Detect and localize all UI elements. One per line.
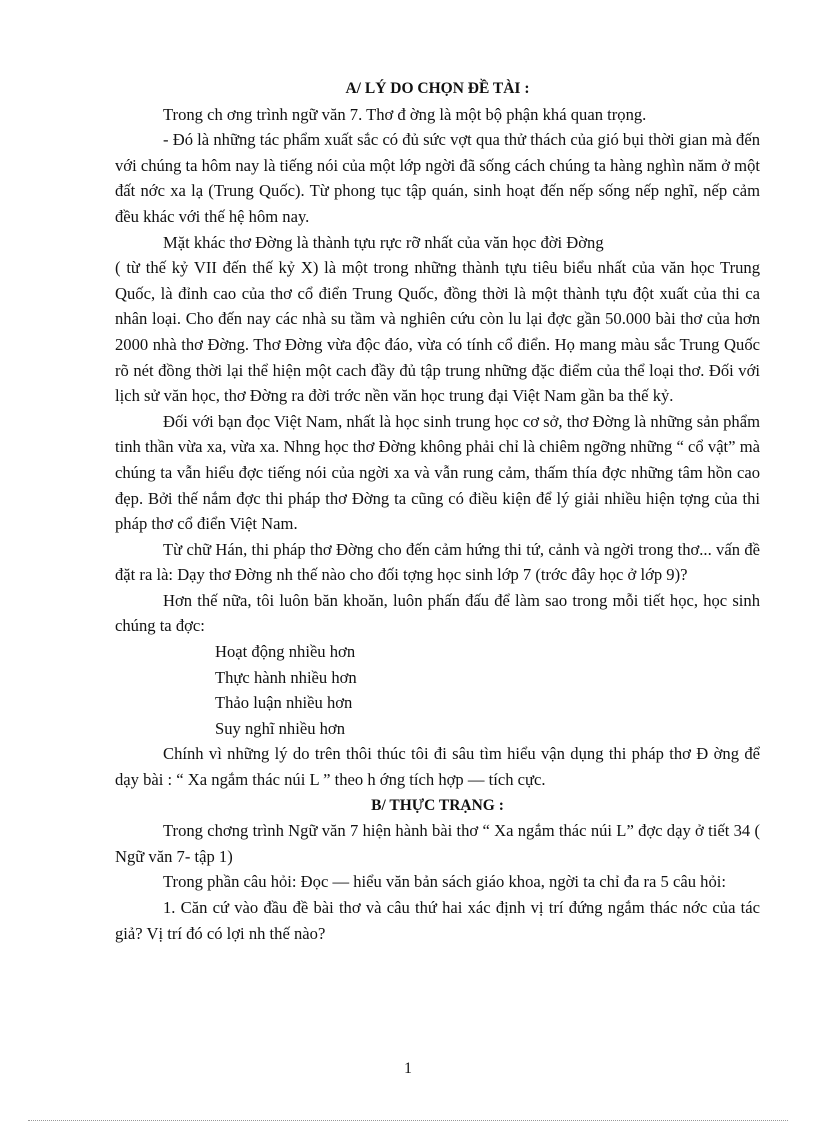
paragraph: 1. Căn cứ vào đầu đề bài thơ và câu thứ hai xác định vị trí đứng ngắm thác nớc của tác giả? Vị trí đó có lợi nh thế nào? (115, 898, 760, 943)
page-bottom-rule (28, 1120, 788, 1121)
list-item: Hoạt động nhiều hơn (215, 642, 356, 662)
document-body (115, 76, 760, 946)
section-heading-b: B/ THỰC TRẠNG : (371, 796, 504, 814)
section-heading-a: A/ LÝ DO CHỌN ĐỀ TÀI : (345, 80, 530, 97)
page-number: 1 (404, 1060, 412, 1077)
paragraph: Trong phần câu hỏi: Đọc — hiểu văn bản sách giáo khoa, ngời ta chỉ đa ra 5 câu hỏi: (163, 872, 726, 892)
paragraph: ( từ thế kỷ VII đến thế kỷ X) là một trong những thành tựu tiêu biểu nhất của văn học Trung Quốc, là đỉnh cao của thơ cổ điển Trung Quốc, đồng thời là một thành tựu đột xuất của thi ca nhân loại. Cho đến nay các nhà su tầm và nghiên cứu còn lu lại đợc gần 50.000 bài thơ của hơn 2000 nhà thơ Đờng. Thơ Đờng vừa độc đáo, vừa có tính cổ điển. Họ mang màu sắc Trung Quốc rõ nét đồng thời lại thể hiện một cach đầy đủ tập trung những đặc điểm của thể loại thơ. Đối với lịch sử văn học, thơ Đờng ra đời trớc nền văn học trung đại Việt Nam gần ba thế kỷ. (115, 258, 760, 406)
paragraph: Mặt khác thơ Đờng là thành tựu rực rỡ nhất của văn học đời Đờng (163, 232, 604, 252)
list-item: Suy nghĩ nhiều hơn (215, 718, 346, 738)
paragraph-conclusion: Chính vì những lý do trên thôi thúc tôi đi sâu tìm hiểu vận dụng thi pháp thơ Đ ờng để dạy bài : “ Xa ngắm thác núi L ” theo h ớng tích hợp — tích cực. (115, 744, 760, 790)
paragraph: Trong chơng trình Ngữ văn 7 hiện hành bài thơ “ Xa ngắm thác núi L” đợc dạy ở tiết 34 ( Ngữ văn 7- tập 1) (115, 821, 760, 866)
paragraph: - Đó là những tác phẩm xuất sắc có đủ sức vợt qua thử thách của gió bụi thời gian mà đến với chúng ta hôm nay là tiếng nói của một lớp ngời đã sống cách chúng ta hàng nghìn năm ở một đất nớc xa lạ (Trung Quốc). Từ phong tục tập quán, sinh hoạt đến nếp sống nếp nghĩ, nếp cảm đều khác với thế hệ hôm nay. (115, 130, 760, 226)
paragraph: Trong ch ơng trình ngữ văn 7. Thơ đ ờng là một bộ phận khá quan trọng. (163, 104, 647, 124)
list-item: Thực hành nhiều hơn (215, 667, 357, 687)
list-item: Thảo luận nhiều hơn (215, 693, 353, 713)
paragraph: Hơn thế nữa, tôi luôn băn khoăn, luôn phấn đấu để làm sao trong mỗi tiết học, học sinh chúng ta đợc: (115, 590, 760, 636)
paragraph: Đối với bạn đọc Việt Nam, nhất là học sinh trung học cơ sở, thơ Đờng là những sản phẩm tinh thần vừa xa, vừa xa. Nhng học thơ Đờng không phải chỉ là chiêm ngỡng những “ cổ vật” mà chúng ta vẫn hiểu đợc tiếng nói của ngời xa và vẫn rung cảm, thấm thía đợc những tâm hồn cao đẹp. Bởi thế nắm đợc thi pháp thơ Đờng ta cũng có điều kiện để lý giải nhiều hiện tợng của thi pháp thơ cổ điển Việt Nam. (115, 411, 760, 534)
paragraph: Từ chữ Hán, thi pháp thơ Đờng cho đến cảm hứng thi tứ, cảnh và ngời trong thơ... vấn đề đặt ra là: Dạy thơ Đờng nh thế nào cho đối tợng học sinh lớp 7 (trớc đây học ở lớp 9)? (115, 539, 760, 585)
